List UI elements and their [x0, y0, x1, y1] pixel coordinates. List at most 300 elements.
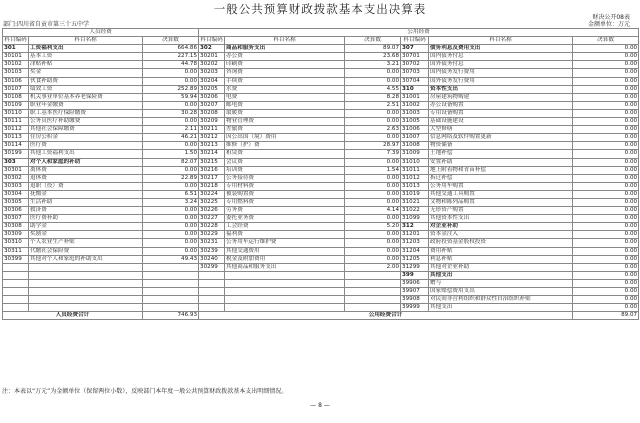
cell-name: 工会经费: [225, 223, 345, 231]
cell-code: [3, 304, 29, 312]
cell-code: 39907: [401, 288, 429, 296]
form-number: 财决公开08表: [592, 14, 630, 21]
cell-name: 国家赔偿费用支出: [429, 288, 573, 296]
cell-code: 30106: [3, 77, 29, 85]
table-row: [3, 304, 639, 312]
table-row: [3, 198, 639, 206]
cell-code: 302: [199, 45, 225, 53]
cell-amount: [143, 296, 199, 304]
table-row: [3, 85, 639, 93]
cell-code: 30113: [3, 134, 29, 142]
cell-amount: [345, 288, 401, 296]
cell-amount: 0.00: [573, 247, 639, 255]
cell-code: 312: [401, 223, 429, 231]
cell-code: 31022: [401, 207, 429, 215]
cell-code: 31299: [401, 263, 429, 271]
cell-name: 职业年金缴费: [29, 101, 143, 109]
cell-code: 399: [401, 271, 429, 279]
table-row: [3, 166, 639, 174]
cell-name: 公务用车购置: [429, 182, 573, 190]
cell-name: 培训费: [225, 166, 345, 174]
cell-name: 专用燃料费: [225, 198, 345, 206]
cell-code: 31006: [401, 126, 429, 134]
header-row-columns: [3, 37, 639, 45]
cell-code: 30211: [199, 126, 225, 134]
cell-name: 助学金: [29, 223, 143, 231]
cell-code: 31002: [401, 101, 429, 109]
personnel-total: 746.93: [143, 312, 199, 320]
cell-amount: 0.00: [573, 304, 639, 312]
personnel-header: 人员经费: [3, 29, 199, 37]
cell-name: [29, 288, 143, 296]
cell-name: 办公设备购置: [429, 101, 573, 109]
table-row: [3, 174, 639, 182]
cell-amount: 0.00: [143, 231, 199, 239]
cell-amount: 0.00: [573, 126, 639, 134]
cell-code: 30229: [199, 231, 225, 239]
cell-name: 费用补贴: [429, 247, 573, 255]
cell-name: [225, 296, 345, 304]
cell-amount: 82.07: [143, 158, 199, 166]
cell-code: [3, 296, 29, 304]
cell-code: 31013: [401, 182, 429, 190]
table-row: [3, 45, 639, 53]
cell-name: 奖励金: [29, 231, 143, 239]
cell-code: 30208: [199, 109, 225, 117]
cell-amount: 0.00: [573, 69, 639, 77]
cell-code: [199, 288, 225, 296]
cell-code: 30207: [199, 101, 225, 109]
cell-amount: [143, 271, 199, 279]
cell-code: 31009: [401, 150, 429, 158]
cell-name: 其他支出: [429, 304, 573, 312]
cell-name: [29, 304, 143, 312]
cell-amount: 3.24: [143, 198, 199, 206]
header-row-groups: [3, 29, 639, 37]
table-row: [3, 255, 639, 263]
cell-name: [29, 271, 143, 279]
table-row: [3, 288, 639, 296]
cell-name: 办公费: [225, 53, 345, 61]
cell-name: 救济费: [29, 207, 143, 215]
cell-amount: 0.00: [345, 190, 401, 198]
col-amount: 决算数: [345, 37, 401, 45]
cell-name: 利息补贴: [429, 255, 573, 263]
cell-amount: [345, 296, 401, 304]
cell-amount: 0.00: [345, 215, 401, 223]
cell-name: 绩效工资: [29, 85, 143, 93]
cell-name: 退职（役）费: [29, 182, 143, 190]
cell-amount: 0.00: [573, 231, 639, 239]
cell-code: 30305: [3, 198, 29, 206]
cell-code: 31012: [401, 174, 429, 182]
cell-code: 30109: [3, 101, 29, 109]
table-row: [3, 279, 639, 287]
cell-code: 30218: [199, 182, 225, 190]
cell-amount: 22.89: [143, 174, 199, 182]
cell-code: 31003: [401, 109, 429, 117]
col-amount: 决算数: [573, 37, 639, 45]
totals-row: [3, 312, 639, 320]
cell-amount: 0.00: [573, 207, 639, 215]
table-row: [3, 126, 639, 134]
cell-name: 大型修缮: [429, 126, 573, 134]
cell-name: 公务员医疗补助缴费: [29, 118, 143, 126]
cell-code: 31010: [401, 158, 429, 166]
cell-amount: 30.28: [143, 109, 199, 117]
cell-amount: 664.86: [143, 45, 199, 53]
cell-amount: 0.00: [573, 174, 639, 182]
table-row: [3, 93, 639, 101]
cell-code: 30702: [401, 61, 429, 69]
table-row: [3, 118, 639, 126]
cell-amount: 1.50: [143, 150, 199, 158]
cell-name: 对个人和家庭的补助: [29, 158, 143, 166]
cell-name: 信息网络及软件购置更新: [429, 134, 573, 142]
cell-code: 31007: [401, 134, 429, 142]
table-row: [3, 223, 639, 231]
cell-name: 地上附着物和青苗补偿: [429, 166, 573, 174]
cell-code: 30227: [199, 215, 225, 223]
cell-code: 30240: [199, 255, 225, 263]
cell-amount: 0.00: [573, 190, 639, 198]
cell-amount: 6.51: [143, 190, 199, 198]
cell-name: 专用材料费: [225, 182, 345, 190]
cell-amount: 0.00: [345, 174, 401, 182]
cell-amount: 0.00: [345, 77, 401, 85]
cell-amount: [345, 271, 401, 279]
cell-name: 医疗费: [29, 142, 143, 150]
cell-code: 310: [401, 85, 429, 93]
cell-amount: 0.00: [143, 101, 199, 109]
cell-name: 离休费: [29, 166, 143, 174]
cell-name: 伙食补助费: [29, 77, 143, 85]
cell-amount: 0.00: [573, 158, 639, 166]
table-row: [3, 101, 639, 109]
cell-code: 30204: [199, 77, 225, 85]
cell-code: [3, 263, 29, 271]
cell-code: 30107: [3, 85, 29, 93]
cell-name: 取暖费: [225, 109, 345, 117]
cell-name: [225, 304, 345, 312]
cell-amount: 23.68: [345, 53, 401, 61]
table-row: [3, 296, 639, 304]
form-number-block: [588, 14, 630, 28]
cell-code: 30108: [3, 93, 29, 101]
cell-amount: 0.00: [143, 247, 199, 255]
cell-name: 津贴补贴: [29, 61, 143, 69]
col-code: 科目编码: [4, 37, 27, 44]
cell-code: 30103: [3, 69, 29, 77]
cell-amount: 0.00: [143, 69, 199, 77]
cell-name: 因公出国（境）费用: [225, 134, 345, 142]
personnel-total-label: 人员经费合计: [3, 312, 143, 320]
cell-code: 30228: [199, 223, 225, 231]
table-row: [3, 263, 639, 271]
cell-amount: 4.55: [345, 85, 401, 93]
cell-code: 31021: [401, 198, 429, 206]
cell-name: 资本金注入: [429, 231, 573, 239]
cell-code: 30311: [3, 247, 29, 255]
cell-amount: 0.00: [573, 198, 639, 206]
cell-name: [225, 288, 345, 296]
cell-code: [199, 279, 225, 287]
public-total-label: 公用经费合计: [199, 312, 573, 320]
cell-name: 维修（护）费: [225, 142, 345, 150]
cell-code: [3, 271, 29, 279]
cell-code: 30217: [199, 174, 225, 182]
cell-amount: 46.21: [143, 134, 199, 142]
cell-name: 其他社会保障缴费: [29, 126, 143, 134]
cell-code: 31019: [401, 190, 429, 198]
cell-name: 工资福利支出: [29, 45, 143, 53]
cell-name: [225, 271, 345, 279]
cell-code: 31001: [401, 93, 429, 101]
cell-amount: 4.14: [345, 207, 401, 215]
cell-amount: 0.00: [345, 109, 401, 117]
cell-code: 31205: [401, 255, 429, 263]
cell-code: 30213: [199, 142, 225, 150]
cell-name: 公务用车运行维护费: [225, 239, 345, 247]
cell-code: 30212: [199, 134, 225, 142]
cell-code: 30226: [199, 207, 225, 215]
cell-amount: 0.00: [573, 279, 639, 287]
cell-amount: 0.00: [143, 207, 199, 215]
cell-amount: 3.21: [345, 61, 401, 69]
page-number: — 8 —: [310, 402, 330, 409]
cell-amount: 227.15: [143, 53, 199, 61]
cell-name: 对民间非营利组织和群众性自治组织补贴: [429, 296, 573, 304]
cell-amount: [345, 279, 401, 287]
cell-code: 30231: [199, 239, 225, 247]
expenditure-table: [2, 28, 639, 320]
table-row: [3, 182, 639, 190]
cell-name: 拆迁补偿: [429, 174, 573, 182]
cell-amount: 0.00: [573, 182, 639, 190]
cell-amount: 0.00: [573, 296, 639, 304]
cell-amount: 0.00: [573, 223, 639, 231]
cell-name: 劳务费: [225, 207, 345, 215]
cell-amount: [143, 279, 199, 287]
cell-name: 土地补偿: [429, 150, 573, 158]
cell-amount: 0.00: [345, 69, 401, 77]
cell-code: [3, 288, 29, 296]
table-row: [3, 69, 639, 77]
cell-name: 其他资本性支出: [429, 215, 573, 223]
cell-name: 对企业补助: [429, 223, 573, 231]
cell-amount: 252.89: [143, 85, 199, 93]
cell-name: 税金及附加费用: [225, 255, 345, 263]
cell-code: 30114: [3, 142, 29, 150]
cell-amount: 0.00: [345, 231, 401, 239]
cell-name: 其他对企业补助: [429, 263, 573, 271]
cell-name: 政府投资基金股权投资: [429, 239, 573, 247]
cell-amount: 0.00: [573, 77, 639, 85]
cell-amount: 0.00: [573, 271, 639, 279]
cell-name: 代缴社会保险费: [29, 247, 143, 255]
cell-amount: 5.20: [345, 223, 401, 231]
cell-code: [199, 271, 225, 279]
cell-amount: 0.00: [573, 109, 639, 117]
cell-amount: 0.00: [345, 239, 401, 247]
cell-amount: 0.00: [573, 61, 639, 69]
cell-code: 39908: [401, 296, 429, 304]
table-row: [3, 150, 639, 158]
cell-code: 30111: [3, 118, 29, 126]
cell-code: 30701: [401, 53, 429, 61]
cell-amount: 8.28: [345, 93, 401, 101]
cell-name: 奖金: [29, 69, 143, 77]
cell-name: 会议费: [225, 158, 345, 166]
cell-code: [3, 279, 29, 287]
cell-amount: 0.00: [345, 134, 401, 142]
cell-name: 其他交通费用: [225, 247, 345, 255]
cell-code: 30306: [3, 207, 29, 215]
cell-code: 30225: [199, 198, 225, 206]
cell-name: 商品和服务支出: [225, 45, 345, 53]
cell-amount: 0.00: [573, 85, 639, 93]
cell-amount: 0.00: [345, 255, 401, 263]
cell-amount: 0.00: [573, 45, 639, 53]
cell-amount: 0.00: [573, 215, 639, 223]
cell-name: 抚恤金: [29, 190, 143, 198]
cell-amount: 28.97: [345, 142, 401, 150]
table-row: [3, 190, 639, 198]
cell-code: 30112: [3, 126, 29, 134]
cell-name: 委托业务费: [225, 215, 345, 223]
cell-code: 303: [3, 158, 29, 166]
cell-code: 30303: [3, 182, 29, 190]
cell-amount: 0.00: [573, 53, 639, 61]
cell-name: 其他交通工具购置: [429, 190, 573, 198]
cell-name: 福利费: [225, 231, 345, 239]
cell-amount: 0.00: [573, 239, 639, 247]
cell-code: 30239: [199, 247, 225, 255]
col-name: 科目名称: [29, 37, 143, 45]
cell-amount: 0.00: [143, 142, 199, 150]
cell-amount: 0.00: [573, 166, 639, 174]
cell-amount: [143, 304, 199, 312]
cell-amount: 0.00: [143, 166, 199, 174]
cell-amount: 0.00: [573, 93, 639, 101]
cell-code: 30102: [3, 61, 29, 69]
cell-name: 其他支出: [429, 271, 573, 279]
cell-amount: 0.00: [573, 101, 639, 109]
cell-code: 31008: [401, 142, 429, 150]
cell-name: 基本工资: [29, 53, 143, 61]
cell-name: 电费: [225, 93, 345, 101]
cell-name: [29, 263, 143, 271]
cell-amount: 1.54: [345, 166, 401, 174]
cell-name: 国内债务发行费用: [429, 69, 573, 77]
cell-name: 其他对个人和家庭的补助支出: [29, 255, 143, 263]
cell-amount: [143, 263, 199, 271]
cell-code: 31011: [401, 166, 429, 174]
public-header: 公用经费: [199, 29, 639, 37]
cell-code: 31201: [401, 231, 429, 239]
report-title: 一般公共预算财政拨款基本支出决算表: [213, 2, 427, 16]
cell-code: 30310: [3, 239, 29, 247]
cell-name: 物资储备: [429, 142, 573, 150]
cell-code: 30110: [3, 109, 29, 117]
cell-amount: 0.00: [345, 247, 401, 255]
cell-name: [29, 279, 143, 287]
table-row: [3, 247, 639, 255]
col-code: 科目编码: [401, 37, 429, 45]
cell-amount: 44.78: [143, 61, 199, 69]
cell-code: 30309: [3, 231, 29, 239]
table-row: [3, 53, 639, 61]
cell-name: 专用设备购置: [429, 109, 573, 117]
col-name: 科目名称: [429, 37, 573, 45]
cell-code: 30206: [199, 93, 225, 101]
cell-amount: 0.00: [573, 150, 639, 158]
cell-amount: 2.00: [345, 263, 401, 271]
cell-code: 30307: [3, 215, 29, 223]
table-row: [3, 271, 639, 279]
cell-name: 国外债务发行费用: [429, 77, 573, 85]
cell-name: [225, 279, 345, 287]
table-row: [3, 77, 639, 85]
cell-name: [29, 296, 143, 304]
table-row: [3, 109, 639, 117]
cell-amount: 0.00: [573, 134, 639, 142]
cell-amount: 0.00: [345, 118, 401, 126]
cell-amount: [345, 304, 401, 312]
cell-amount: 2.51: [345, 101, 401, 109]
cell-name: 个人农业生产补贴: [29, 239, 143, 247]
cell-amount: 0.00: [143, 118, 199, 126]
cell-amount: 0.00: [573, 255, 639, 263]
cell-amount: 0.00: [573, 263, 639, 271]
cell-code: 301: [3, 45, 29, 53]
cell-name: 资本性支出: [429, 85, 573, 93]
cell-amount: 89.07: [345, 45, 401, 53]
table-row: [3, 239, 639, 247]
cell-name: 租赁费: [225, 150, 345, 158]
cell-code: 30203: [199, 69, 225, 77]
cell-code: 39999: [401, 304, 429, 312]
cell-amount: 49.43: [143, 255, 199, 263]
cell-code: 30399: [3, 255, 29, 263]
table-row: [3, 215, 639, 223]
cell-code: [199, 304, 225, 312]
cell-name: 机关事业单位基本养老保险费: [29, 93, 143, 101]
cell-code: 30202: [199, 61, 225, 69]
cell-amount: 0.00: [573, 142, 639, 150]
cell-code: 30308: [3, 223, 29, 231]
cell-code: 30209: [199, 118, 225, 126]
table-row: [3, 61, 639, 69]
cell-code: 30216: [199, 166, 225, 174]
footnote: 注：本表以“万元”为金额单位（保留两位小数），反映部门本年度一般公共预算财政拨款基本支出明细情况。: [2, 388, 288, 395]
cell-code: 39906: [401, 279, 429, 287]
col-name: 科目名称: [225, 37, 345, 45]
cell-name: 基础设施建设: [429, 118, 573, 126]
col-amount: 决算数: [143, 37, 199, 45]
cell-name: 退休费: [29, 174, 143, 182]
cell-code: 30215: [199, 158, 225, 166]
table-row: [3, 207, 639, 215]
cell-code: 307: [401, 45, 429, 53]
unit-label: 部门:四川省自贡市第三十五中学: [3, 21, 90, 28]
cell-name: 债务利息及费用支出: [429, 45, 573, 53]
cell-name: 国外债务付息: [429, 61, 573, 69]
cell-code: 31203: [401, 239, 429, 247]
cell-amount: 0.00: [143, 223, 199, 231]
cell-name: 其他商品和服务支出: [225, 263, 345, 271]
cell-code: 30199: [3, 150, 29, 158]
